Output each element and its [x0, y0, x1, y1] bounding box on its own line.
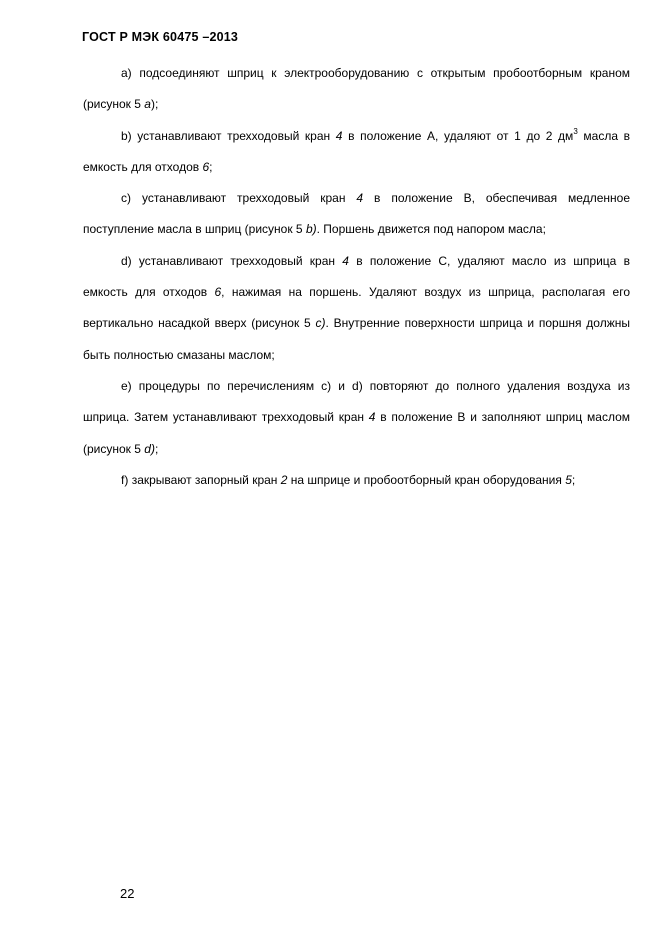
list-item-text: в положение A, удаляют от 1 до 2 дм [342, 128, 574, 143]
component-reference: 4 [342, 253, 349, 268]
component-reference: 4 [356, 191, 364, 206]
list-marker: d) [121, 253, 132, 268]
figure-reference: c) [315, 316, 326, 331]
list-item-a [83, 58, 630, 121]
page-number: 22 [120, 886, 135, 901]
component-reference: 6 [214, 285, 222, 300]
list-item-text: устанавливают трехходовый кран [138, 253, 343, 268]
list-item-text: устанавливают трехходовый кран [141, 191, 357, 206]
list-item-text: процедуры по перечислениям c) и d) повторяют до полного удаления воздуха из шприца. Затем устанавливают трехходовый кран [83, 378, 630, 425]
list-marker: b) [121, 128, 132, 143]
list-item-text: ; [209, 159, 213, 174]
list-item-e [83, 371, 630, 465]
list-item-b [83, 121, 630, 184]
component-reference: 2 [280, 472, 288, 487]
list-item-f [83, 465, 630, 496]
list-marker: c) [121, 191, 131, 206]
list-marker: a) [121, 66, 132, 80]
figure-reference: b) [305, 222, 317, 237]
document-body [83, 58, 630, 496]
list-item-text: , нажимая на поршень. Удаляют воздух из шприца, располагая его вертикально насадкой вверх (рисунок 5 [83, 285, 630, 331]
list-item-text: масла в емкость для отходов [83, 128, 630, 174]
list-item-c [83, 183, 630, 246]
list-item-text: подсоединяют шприц к электрооборудованию с открытым пробоотборным краном (рисунок 5 [83, 66, 630, 112]
list-item-text: . Поршень движется под напором масла; [316, 222, 546, 237]
list-item-text: в положение B, обеспечивая медленное поступление масла в шприц (рисунок 5 [83, 191, 630, 237]
list-item-text: ; [154, 441, 159, 456]
list-item-text: в положение B и заполняют шприц маслом (рисунок 5 [83, 410, 631, 456]
list-item-text: закрывают запорный кран [131, 472, 281, 487]
superscript: 3 [573, 126, 578, 136]
component-reference: 4 [335, 128, 343, 143]
list-marker: e) [121, 378, 132, 393]
figure-reference: a [144, 97, 151, 112]
list-marker: f) [121, 472, 129, 487]
figure-reference: d) [144, 441, 155, 456]
document-header: ГОСТ Р МЭК 60475 –2013 [82, 30, 239, 44]
list-item-text: в положение C, удаляют масло из шприца в емкость для отходов [83, 253, 630, 300]
list-item-text: устанавливают трехходовый кран [137, 128, 336, 143]
list-item-d [83, 246, 630, 371]
list-item-text: ; [571, 472, 576, 487]
list-item-text: ); [150, 97, 159, 112]
list-item-text: на шприце и пробоотборный кран оборудования [287, 472, 566, 487]
component-reference: 6 [202, 159, 210, 174]
list-item-text: . Внутренние поверхности шприца и поршня должны быть полностью смазаны маслом; [83, 316, 630, 362]
component-reference: 5 [565, 472, 572, 487]
component-reference: 4 [368, 410, 376, 425]
